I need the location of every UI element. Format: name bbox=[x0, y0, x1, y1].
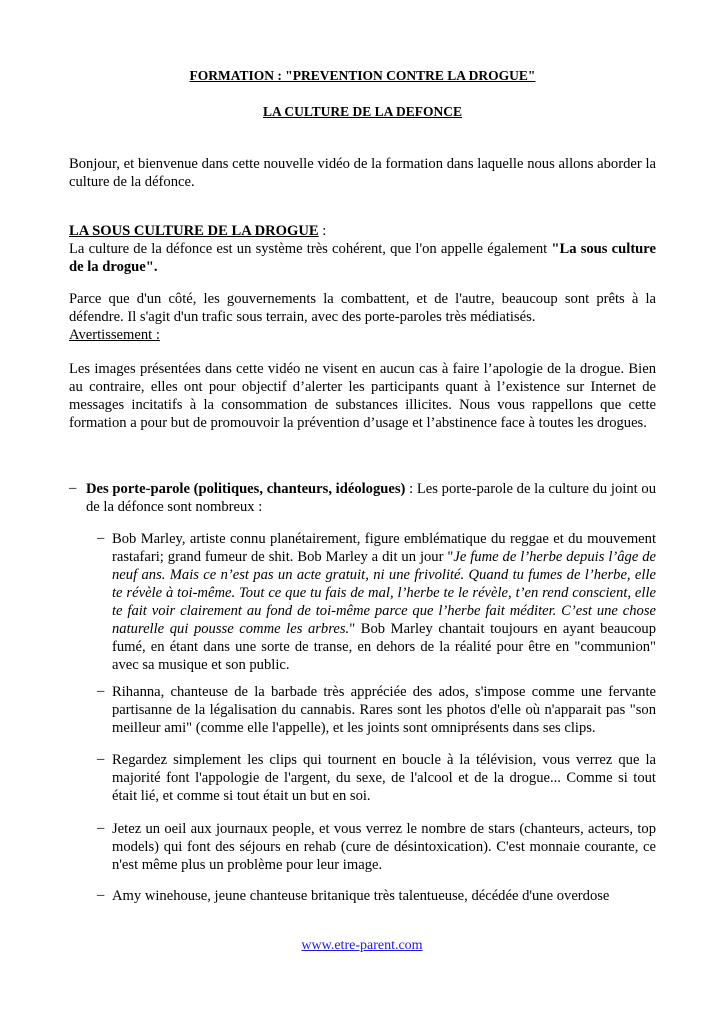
section-sous-culture-para bbox=[69, 222, 656, 276]
subitem-marker: – bbox=[97, 530, 105, 546]
intro-text: Bonjour, et bienvenue dans cette nouvelle vidéo de la formation dans laquelle nous allons aborder la culture de la défonce. bbox=[69, 156, 656, 190]
intro-paragraph bbox=[69, 155, 656, 191]
amy-text: Amy winehouse, jeune chanteuse britanique très talentueuse, décédée d'une overdose bbox=[112, 888, 610, 904]
bullet-marker: – bbox=[69, 480, 77, 496]
para1-text: La culture de la défonce est un système très cohérent, que l'on appelle également bbox=[69, 241, 552, 257]
para1-bold-text: "La sous culture de la drogue". bbox=[69, 241, 656, 275]
bullet-paragraph bbox=[86, 480, 656, 516]
subitem-marker: – bbox=[97, 820, 105, 836]
subitem-marley-paragraph bbox=[112, 530, 656, 674]
section-heading: LA SOUS CULTURE DE LA DROGUE bbox=[69, 223, 319, 239]
marley-text-start: Bob Marley, artiste connu planétairement, figure emblématique du reggae et du mouvement rastafari; grand fumeur de shit. Bob Marley a dit un jour " bbox=[112, 531, 656, 565]
para2-paragraph bbox=[69, 290, 656, 344]
section-sous-culture bbox=[69, 222, 656, 276]
journaux-text: Jetez un oeil aux journaux people, et vous verrez le nombre de stars (chanteurs, acteurs, top models) qui font des séjours en rehab (cure de désintoxication). C'est monnaie courante, ce n'est même plus un problème pour leur image. bbox=[112, 821, 656, 873]
page-footer bbox=[0, 938, 724, 954]
document-title: FORMATION : "PREVENTION CONTRE LA DROGUE" bbox=[189, 68, 536, 83]
warning-text: Les images présentées dans cette vidéo ne visent en aucun cas à faire l’apologie de la drogue. Bien au contraire, elles ont pour objectif d’alerter les participants quant à l’existence sur Internet de messages incitatifs à la consommation de substances illicites. Nous vous rappellons que cette formation a pour but de promouvoir la prévention d’usage et l’abstinence face à toutes les drogues. bbox=[69, 361, 656, 431]
para2-text: Parce que d'un côté, les gouvernements la combattent, et de l'autre, beaucoup sont prêts à la défendre. Il s'agit d'un trafic sous terrain, avec des porte-paroles très médiatisés. bbox=[69, 291, 656, 325]
marley-quote: Je fume de l’herbe depuis l’âge de neuf ans. Mais ce n’est pas un acte gratuit, ni une frivolité. Quand tu fumes de l’herbe, elle te révèle à toi-même. Tout ce que tu fais de mal, l’herbe te le révèle, t’en rend conscient, elle te fait voir clairement au fond de toi-même parce que l’herbe fait méditer. C’est une chose naturelle qui pousse comme les arbres. bbox=[112, 549, 657, 637]
para2-block bbox=[69, 290, 656, 344]
bullet-bold-text: Des porte-parole (politiques, chanteurs, idéologues) bbox=[86, 481, 406, 497]
section-heading-suffix: : bbox=[318, 223, 327, 239]
subitem-marker: – bbox=[97, 751, 105, 767]
clips-text: Regardez simplement les clips qui tournent en boucle à la télévision, vous verrez que la majorité font l'appologie de l'argent, du sexe, de l'alcool et de la drogue... Comme si tout était lié, et comme si tout était un but en soi. bbox=[112, 752, 656, 804]
rihanna-text: Rihanna, chanteuse de la barbade très appréciée des ados, s'impose comme une fervante partisanne de la légalisation du cannabis. Rares sont les photos d'elle où n'apparait pas "son meilleur ami" (comme elle l'appelle), et les joints sont omniprésents dans ses clips. bbox=[112, 684, 656, 736]
subitem-marker: – bbox=[97, 683, 105, 699]
footer-link[interactable]: www.etre-parent.com bbox=[301, 938, 423, 953]
subitem-marker: – bbox=[97, 887, 105, 903]
bullet-text: : Les porte-parole de la culture du joint ou de la défonce sont nombreux : bbox=[86, 481, 656, 515]
warning-block bbox=[69, 360, 656, 432]
warning-label: Avertissement : bbox=[69, 327, 160, 343]
document-subtitle: LA CULTURE DE LA DEFONCE bbox=[262, 104, 463, 119]
marley-text-end: " Bob Marley chantait toujours en ayant beaucoup fumé, en étant dans une sorte de transe, en dehors de la réalité pour être en "communion" avec sa musique et son public. bbox=[112, 621, 656, 673]
